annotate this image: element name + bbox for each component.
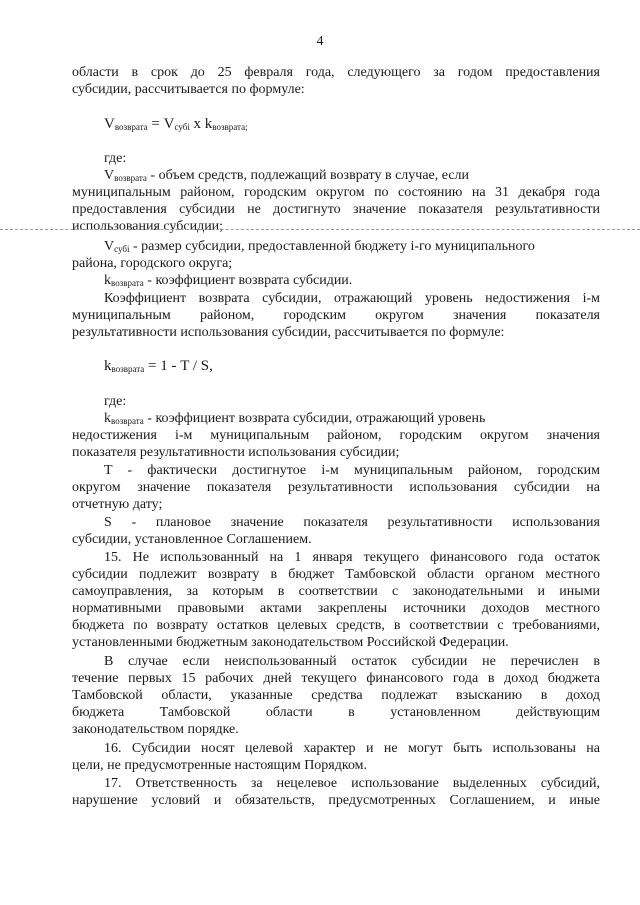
scan-artifact-line: [0, 229, 640, 230]
text-line: субсидии подлежит возврату в бюджет Тамбовской области органом местного: [72, 567, 600, 582]
text-line: результативности использования субсидии, рассчитывается по формуле:: [72, 325, 505, 340]
text-line: бюджета по возврату остатков целевых средств, в соответствии с требованиями,: [72, 618, 600, 633]
text-line: Тамбовской области, указанные средства подлежат взысканию в доход: [72, 688, 600, 703]
text-line: предоставления субсидии не достигнуто значение показателя результативности: [72, 202, 600, 217]
definition-v-return: $V_{возврата}$ - объем средств, подлежащий возврату в случае, если: [104, 168, 470, 183]
text-line: Коэффициент возврата субсидии, отражающий уровень недостижения і-м: [104, 291, 600, 306]
text-line: района, городского округа;: [72, 256, 233, 271]
text-line: течение первых 15 рабочих дней текущего финансового года в доход бюджета: [72, 671, 600, 686]
where-label: где:: [104, 394, 127, 409]
text-line: нормативными правовыми актами закреплены источники доходов местного: [72, 601, 600, 616]
text-line: муниципальным районом, городским округом по состоянию на 31 декабря года: [72, 185, 600, 200]
text-line: нарушение условий и обязательств, предусмотренных Соглашением, и иные: [72, 793, 600, 808]
formula-return-coefficient: $k_{возврата} = 1 - T / S$,: [104, 358, 213, 374]
definition-k-return: $k_{возврата}$ - коэффициент возврата субсидии.: [104, 273, 353, 288]
text-line: показателя результативности использования субсидии;: [72, 445, 400, 460]
definition-k-return-2: $k_{возврата}$ - коэффициент возврата субсидии, отражающий уровень: [104, 411, 486, 426]
page-number: 4: [316, 34, 324, 49]
text-line: бюджета Тамбовской области в установленном действующим: [72, 705, 600, 720]
text-line: T - фактически достигнутое і-м муниципальным районом, городским: [104, 463, 600, 478]
text-line: 16. Субсидии носят целевой характер и не могут быть использованы на: [104, 741, 600, 756]
text-line: субсидии, установленное Соглашением.: [72, 532, 312, 547]
text-line: муниципальным районом, городским округом значения показателя: [72, 308, 600, 323]
definition-v-subsidy: $V_{субі}$ - размер субсидии, предоставленной бюджету і-го муниципального: [104, 239, 535, 254]
text-line: установленными бюджетным законодательством Российской Федерации.: [72, 635, 509, 650]
text-line: области в срок до 25 февраля года, следующего за годом предоставления: [72, 65, 600, 80]
text-line: В случае если неиспользованный остаток субсидии не перечислен в: [104, 654, 600, 669]
text-line: S - плановое значение показателя результативности использования: [104, 515, 600, 530]
text-line: округом значение показателя результативности использования субсидии на: [72, 480, 600, 495]
text-line: законодательством порядке.: [72, 722, 239, 737]
text-line: использования субсидии;: [72, 219, 224, 234]
where-label: где:: [104, 151, 127, 166]
text-line: субсидии, рассчитывается по формуле:: [72, 82, 305, 97]
formula-subsidy-return: $V_{возврата} = V_{субі}$ x $k_{возврата;}$: [104, 116, 248, 132]
text-line: 17. Ответственность за нецелевое использование выделенных субсидий,: [104, 776, 600, 791]
text-line: самоуправления, за которым в соответствии с законодательными и иными: [72, 584, 600, 599]
text-line: отчетную дату;: [72, 497, 163, 512]
text-line: цели, не предусмотренные настоящим Порядком.: [72, 758, 368, 773]
text-line: 15. Не использованный на 1 января текущего финансового года остаток: [104, 550, 600, 565]
text-line: недостижения і-м муниципальным районом, городским округом значения: [72, 428, 600, 443]
